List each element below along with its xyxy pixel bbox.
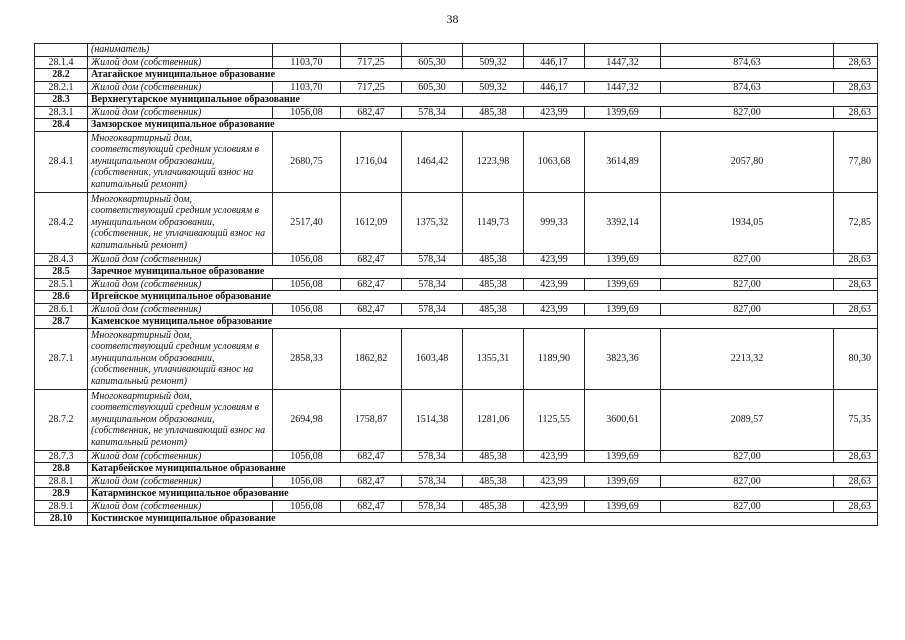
row-code: 28.7.1: [35, 328, 88, 389]
value-cell: 1612,09: [341, 192, 402, 253]
value-cell: 423,99: [524, 106, 585, 119]
section-title: Заречное муниципальное образование: [88, 266, 878, 279]
row-code: 28.7.2: [35, 389, 88, 450]
value-cell: 1862,82: [341, 328, 402, 389]
value-cell: [524, 44, 585, 57]
row-code: 28.2: [35, 69, 88, 82]
row-description: Жилой дом (собственник): [88, 253, 273, 266]
value-cell: 1399,69: [585, 278, 661, 291]
value-cell: 578,34: [402, 303, 463, 316]
row-description: Жилой дом (собственник): [88, 475, 273, 488]
value-cell: 485,38: [463, 253, 524, 266]
page-number: 38: [446, 12, 459, 26]
value-cell: 446,17: [524, 56, 585, 69]
table-row: [35, 192, 878, 253]
row-code: 28.8.1: [35, 475, 88, 488]
value-cell: 827,00: [661, 450, 834, 463]
value-cell: 1355,31: [463, 328, 524, 389]
value-cell: 1056,08: [273, 106, 341, 119]
value-cell: 485,38: [463, 475, 524, 488]
value-cell: 28,63: [834, 500, 878, 513]
value-cell: 485,38: [463, 450, 524, 463]
value-cell: 80,30: [834, 328, 878, 389]
value-cell: [402, 44, 463, 57]
value-cell: 485,38: [463, 106, 524, 119]
table-row: [35, 56, 878, 69]
value-cell: 827,00: [661, 253, 834, 266]
value-cell: 485,38: [463, 278, 524, 291]
value-cell: 682,47: [341, 500, 402, 513]
value-cell: [661, 44, 834, 57]
value-cell: 827,00: [661, 278, 834, 291]
section-title: Катарминское муниципальное образование: [88, 488, 878, 501]
value-cell: 485,38: [463, 303, 524, 316]
value-cell: 874,63: [661, 56, 834, 69]
section-row: [35, 266, 878, 279]
row-description: Жилой дом (собственник): [88, 106, 273, 119]
row-description: Жилой дом (собственник): [88, 278, 273, 291]
value-cell: 578,34: [402, 253, 463, 266]
section-row: [35, 513, 878, 526]
row-description: Многоквартирный дом, соответствующий средним условиям в муниципальном образовании, (собственник, не уплачивающий взнос на капитальный ремонт): [88, 389, 273, 450]
value-cell: 485,38: [463, 500, 524, 513]
row-code: 28.7.3: [35, 450, 88, 463]
section-title: Атагайское муниципальное образование: [88, 69, 878, 82]
row-code: 28.9.1: [35, 500, 88, 513]
section-row: [35, 69, 878, 82]
value-cell: 578,34: [402, 500, 463, 513]
value-cell: 1375,32: [402, 192, 463, 253]
value-cell: 28,63: [834, 81, 878, 94]
value-cell: 1189,90: [524, 328, 585, 389]
row-code: 28.7: [35, 316, 88, 329]
value-cell: 827,00: [661, 500, 834, 513]
value-cell: 1514,38: [402, 389, 463, 450]
value-cell: [341, 44, 402, 57]
value-cell: 717,25: [341, 81, 402, 94]
value-cell: 1056,08: [273, 450, 341, 463]
row-code: 28.6: [35, 291, 88, 304]
section-title: Катарбейское муниципальное образование: [88, 463, 878, 476]
value-cell: 423,99: [524, 475, 585, 488]
value-cell: 1103,70: [273, 81, 341, 94]
value-cell: 28,63: [834, 278, 878, 291]
value-cell: 1399,69: [585, 450, 661, 463]
value-cell: 682,47: [341, 278, 402, 291]
value-cell: 1603,48: [402, 328, 463, 389]
row-code: 28.4.2: [35, 192, 88, 253]
value-cell: 509,32: [463, 81, 524, 94]
value-cell: 999,33: [524, 192, 585, 253]
table-row: [35, 303, 878, 316]
row-code: 28.3: [35, 94, 88, 107]
value-cell: 1464,42: [402, 131, 463, 192]
value-cell: 1056,08: [273, 253, 341, 266]
table-row: [35, 500, 878, 513]
table-row: [35, 450, 878, 463]
value-cell: 578,34: [402, 278, 463, 291]
row-code: 28.3.1: [35, 106, 88, 119]
value-cell: 1281,06: [463, 389, 524, 450]
table-row: [35, 106, 878, 119]
section-row: [35, 488, 878, 501]
value-cell: 1447,32: [585, 81, 661, 94]
table-row: [35, 81, 878, 94]
value-cell: 682,47: [341, 253, 402, 266]
value-cell: 1399,69: [585, 475, 661, 488]
row-description: Жилой дом (собственник): [88, 450, 273, 463]
section-title: Костинское муниципальное образование: [88, 513, 878, 526]
value-cell: 2680,75: [273, 131, 341, 192]
value-cell: 423,99: [524, 303, 585, 316]
table-row: [35, 475, 878, 488]
value-cell: 28,63: [834, 303, 878, 316]
value-cell: 423,99: [524, 500, 585, 513]
value-cell: 2213,32: [661, 328, 834, 389]
value-cell: 446,17: [524, 81, 585, 94]
row-code: 28.5.1: [35, 278, 88, 291]
table-row: [35, 131, 878, 192]
value-cell: 1103,70: [273, 56, 341, 69]
value-cell: 1399,69: [585, 106, 661, 119]
value-cell: 2089,57: [661, 389, 834, 450]
value-cell: 2057,80: [661, 131, 834, 192]
value-cell: 3600,61: [585, 389, 661, 450]
section-row: [35, 463, 878, 476]
value-cell: 3392,14: [585, 192, 661, 253]
value-cell: 578,34: [402, 450, 463, 463]
value-cell: 682,47: [341, 475, 402, 488]
row-code: 28.4.3: [35, 253, 88, 266]
value-cell: 3614,89: [585, 131, 661, 192]
value-cell: 423,99: [524, 253, 585, 266]
value-cell: [834, 44, 878, 57]
row-description: (наниматель): [88, 44, 273, 57]
value-cell: 423,99: [524, 450, 585, 463]
value-cell: 1063,68: [524, 131, 585, 192]
row-code: 28.2.1: [35, 81, 88, 94]
table-row: [35, 278, 878, 291]
section-row: [35, 291, 878, 304]
row-code: 28.4: [35, 119, 88, 132]
value-cell: 2694,98: [273, 389, 341, 450]
value-cell: 578,34: [402, 475, 463, 488]
value-cell: 28,63: [834, 56, 878, 69]
value-cell: 605,30: [402, 81, 463, 94]
value-cell: 509,32: [463, 56, 524, 69]
row-description: Многоквартирный дом, соответствующий средним условиям в муниципальном образовании, (собственник, не уплачивающий взнос на капитальный ремонт): [88, 192, 273, 253]
section-title: Иргейское муниципальное образование: [88, 291, 878, 304]
row-code: [35, 44, 88, 57]
section-row: [35, 94, 878, 107]
row-description: Жилой дом (собственник): [88, 81, 273, 94]
value-cell: 827,00: [661, 106, 834, 119]
row-description: Многоквартирный дом, соответствующий средним условиям в муниципальном образовании, (собственник, уплачивающий взнос на капитальный ремонт): [88, 328, 273, 389]
value-cell: 682,47: [341, 450, 402, 463]
row-code: 28.6.1: [35, 303, 88, 316]
value-cell: 72,85: [834, 192, 878, 253]
value-cell: 578,34: [402, 106, 463, 119]
value-cell: 28,63: [834, 475, 878, 488]
section-row: [35, 316, 878, 329]
value-cell: 827,00: [661, 475, 834, 488]
value-cell: 1716,04: [341, 131, 402, 192]
value-cell: 874,63: [661, 81, 834, 94]
value-cell: 1223,98: [463, 131, 524, 192]
row-code: 28.5: [35, 266, 88, 279]
value-cell: 1447,32: [585, 56, 661, 69]
row-code: 28.1.4: [35, 56, 88, 69]
row-code: 28.8: [35, 463, 88, 476]
table-body: [35, 44, 878, 526]
value-cell: 605,30: [402, 56, 463, 69]
value-cell: 1399,69: [585, 303, 661, 316]
value-cell: 1056,08: [273, 278, 341, 291]
table-row: [35, 44, 878, 57]
value-cell: 75,35: [834, 389, 878, 450]
row-code: 28.4.1: [35, 131, 88, 192]
value-cell: 3823,36: [585, 328, 661, 389]
value-cell: 717,25: [341, 56, 402, 69]
section-title: Замзорское муниципальное образование: [88, 119, 878, 132]
value-cell: 423,99: [524, 278, 585, 291]
table-row: [35, 328, 878, 389]
section-row: [35, 119, 878, 132]
row-description: Жилой дом (собственник): [88, 500, 273, 513]
value-cell: 2517,40: [273, 192, 341, 253]
value-cell: 1399,69: [585, 500, 661, 513]
value-cell: 1056,08: [273, 475, 341, 488]
value-cell: 2858,33: [273, 328, 341, 389]
value-cell: 1758,87: [341, 389, 402, 450]
value-cell: 1149,73: [463, 192, 524, 253]
row-description: Многоквартирный дом, соответствующий средним условиям в муниципальном образовании, (собственник, уплачивающий взнос на капитальный ремонт): [88, 131, 273, 192]
value-cell: 827,00: [661, 303, 834, 316]
section-title: Верхнегутарское муниципальное образование: [88, 94, 878, 107]
value-cell: 1056,08: [273, 500, 341, 513]
row-description: Жилой дом (собственник): [88, 303, 273, 316]
value-cell: [463, 44, 524, 57]
row-code: 28.9: [35, 488, 88, 501]
value-cell: 1934,05: [661, 192, 834, 253]
value-cell: 77,80: [834, 131, 878, 192]
value-cell: 1056,08: [273, 303, 341, 316]
value-cell: 682,47: [341, 303, 402, 316]
value-cell: 1399,69: [585, 253, 661, 266]
table-row: [35, 253, 878, 266]
value-cell: 28,63: [834, 106, 878, 119]
value-cell: 1125,55: [524, 389, 585, 450]
value-cell: 28,63: [834, 450, 878, 463]
value-cell: 28,63: [834, 253, 878, 266]
table-row: [35, 389, 878, 450]
value-cell: [273, 44, 341, 57]
row-code: 28.10: [35, 513, 88, 526]
tariff-table: [34, 43, 878, 526]
value-cell: 682,47: [341, 106, 402, 119]
value-cell: [585, 44, 661, 57]
row-description: Жилой дом (собственник): [88, 56, 273, 69]
section-title: Каменское муниципальное образование: [88, 316, 878, 329]
